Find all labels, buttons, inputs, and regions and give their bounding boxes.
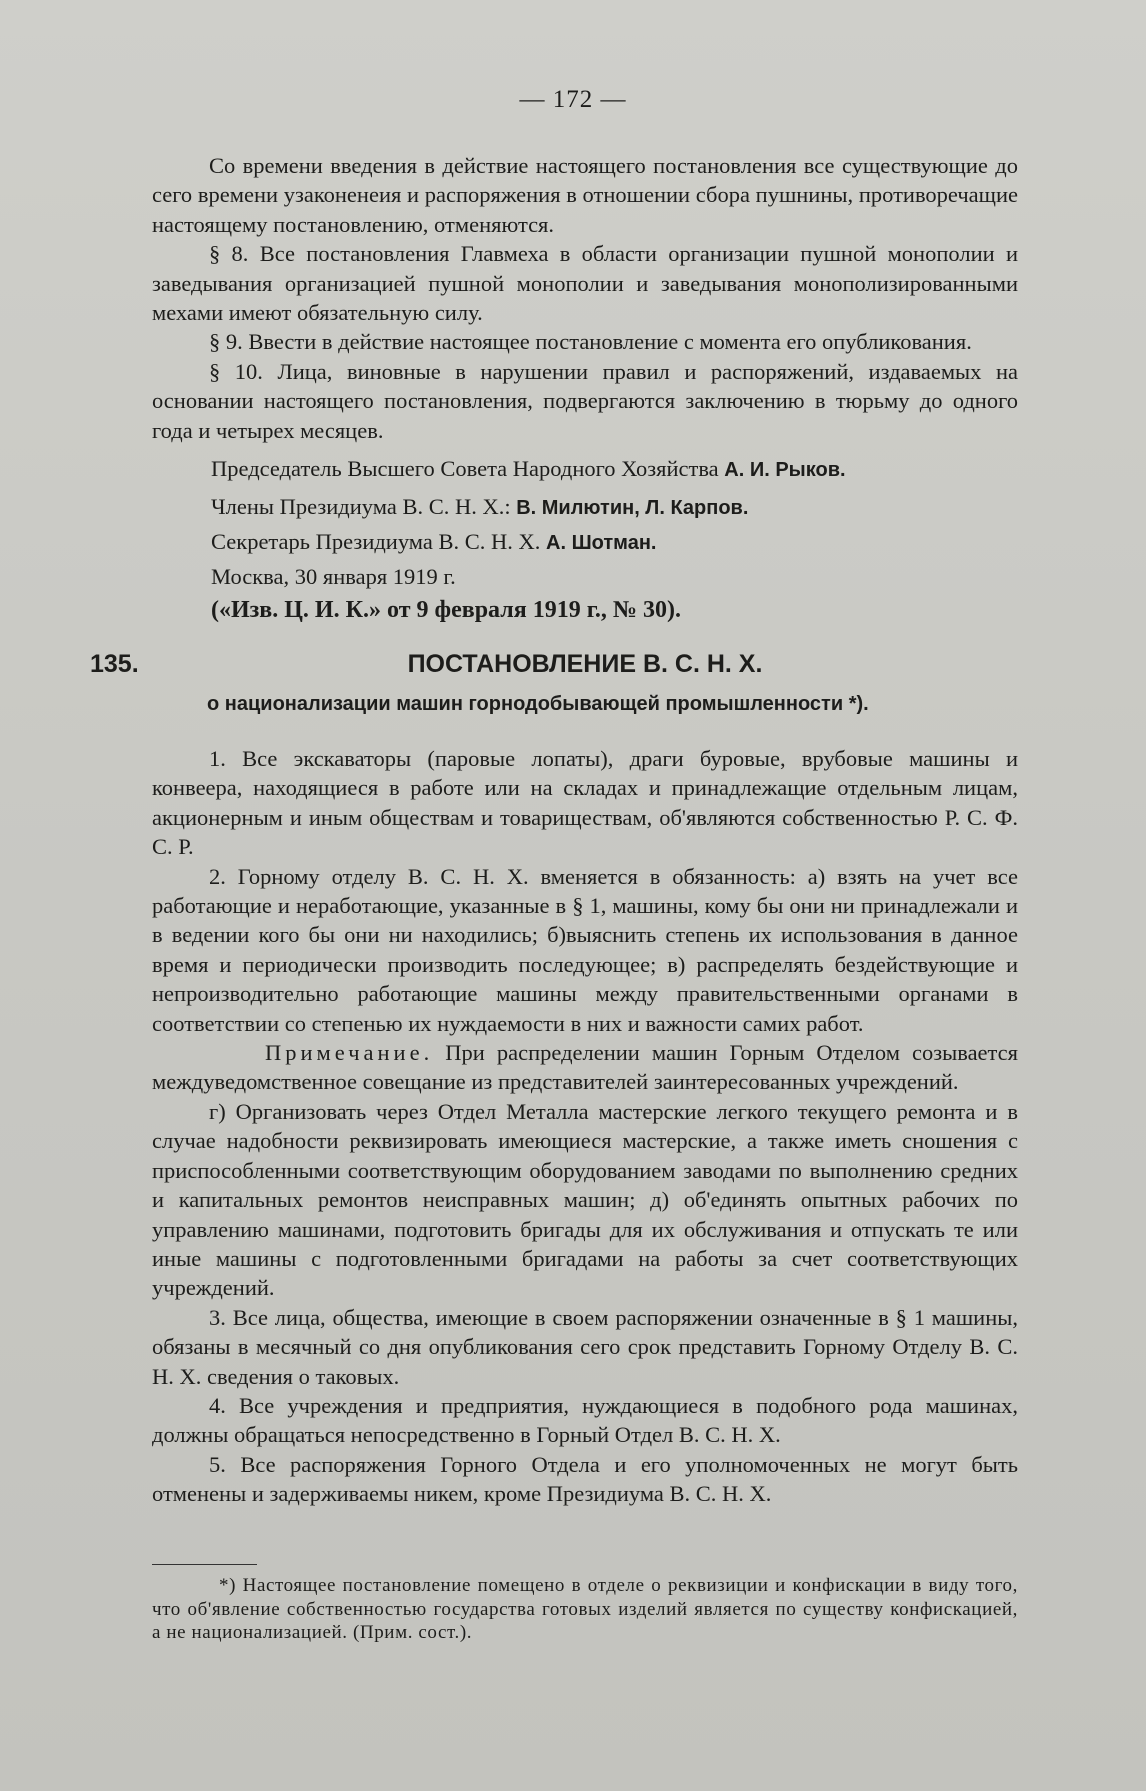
clause-3: 3. Все лица, общества, имеющие в своем распоряжении означенные в § 1 машины, обязаны в месячный со дня опубликования сего срок представить Горному Отделу В. С. Н. Х. сведения о таковых.: [152, 1304, 1018, 1389]
paragraph-intro: Со времени введения в действие настоящего постановления все существующие до сего времени узаконенеия и распоряжения в отношении сбора пушнины, противоречащие настоящему постановлению, отменяются.: [152, 153, 1018, 237]
chairman-name: А. И. Рыков.: [724, 459, 846, 481]
secretary-title: Секретарь Президиума В. С. Н. Х.: [211, 529, 541, 554]
footnote-text: *) Настоящее постановление помещено в отделе о реквизиции и конфискации в виду того, что об'явление собственностью государства готовых изделий является по существу конфискацией, а не национализацией. (Прим. сост.).: [152, 1575, 1018, 1644]
place-date: Москва, 30 января 1919 г.: [211, 564, 456, 589]
note-paragraph: [152, 1038, 1018, 1097]
document-title: ПОСТАНОВЛЕНИЕ В. С. Н. Х.: [407, 650, 763, 678]
footnote-rule: [152, 1564, 257, 1565]
signature-chairman: [211, 456, 846, 482]
page-number: — 172 —: [519, 86, 627, 113]
paragraph-10: § 10. Лица, виновные в нарушении правил и распоряжений, издаваемых на основании настоящего постановления, подвергаются заключению в тюрьму до одного года и четырех месяцев.: [152, 358, 1018, 443]
signature-secretary: [211, 529, 656, 555]
signature-members: [211, 494, 748, 520]
chairman-title: Председатель Высшего Совета Народного Хозяйства: [211, 456, 719, 481]
decree-continuation: [152, 151, 1018, 445]
members-title: Члены Президиума В. С. Н. Х.:: [211, 494, 511, 519]
document-subtitle: о национализации машин горнодобывающей промышленности *).: [207, 693, 869, 715]
note-text: При распределении машин Горным Отделом созывается междуведомственное совещание из представителей заинтересованных учреждений.: [152, 1040, 1018, 1095]
paragraph-9: § 9. Ввести в действие настоящее постановление с момента его опубликования.: [209, 329, 972, 355]
note-label: Примечание.: [265, 1040, 434, 1066]
decree-body: [152, 744, 1018, 1509]
secretary-name: А. Шотман.: [546, 532, 657, 554]
members-names: В. Милютин, Л. Карпов.: [516, 497, 749, 519]
clause-2-g-d: г) Организовать через Отдел Металла мастерские легкого текущего ремонта и в случае надобности реквизировать имеющиеся мастерские, а также иметь сношения с приспособленными соответствующим оборудованием заводами по выполнению средних и капитальных ремонтов неисправных машин; д) об'единять опытных рабочих по управлению машинами, подготовить бригады для их обслуживания и отпускать те или иные машины с подготовленными бригадами на работы за счет соответствующих учреждений.: [152, 1098, 1018, 1301]
document-number: 135.: [90, 650, 139, 678]
clause-4: 4. Все учреждения и предприятия, нуждающиеся в подобного рода машинах, должны обращаться непосредственно в Горный Отдел В. С. Н. Х.: [152, 1392, 1018, 1448]
clause-1: 1. Все экскаваторы (паровые лопаты), драги буровые, врубовые машины и конвеера, находящиеся в работе или на складах и принадлежащие отдельным лицам, акционерным и иным обществам и товариществам, об'являются собственностью Р. С. Ф. С. Р.: [152, 746, 1018, 860]
footnote: [152, 1574, 1018, 1645]
paragraph-8: § 8. Все постановления Главмеха в области организации пушной монополии и заведывания организацией пушной монополии и заведывания монополизированными мехами имеют обязательную силу.: [152, 241, 1018, 326]
source-citation: («Изв. Ц. И. К.» от 9 февраля 1919 г., № 30).: [211, 597, 682, 623]
clause-5: 5. Все распоряжения Горного Отдела и его уполномоченных не могут быть отменены и задерживаемы никем, кроме Президиума В. С. Н. Х.: [152, 1451, 1018, 1507]
clause-2: 2. Горному отделу В. С. Н. Х. вменяется в обязанность: а) взять на учет все работающие и неработающие, указанные в § 1, машины, кому бы они ни принадлежали и в ведении кого бы они ни находились; б)выяснить степень их использования в данное время и периодически производить последующее; в) распределять бездействующие и непроизводительно работающие машины между правительственными органами в соответствии со степенью их нуждаемости в них и важности самих работ.: [152, 863, 1018, 1036]
